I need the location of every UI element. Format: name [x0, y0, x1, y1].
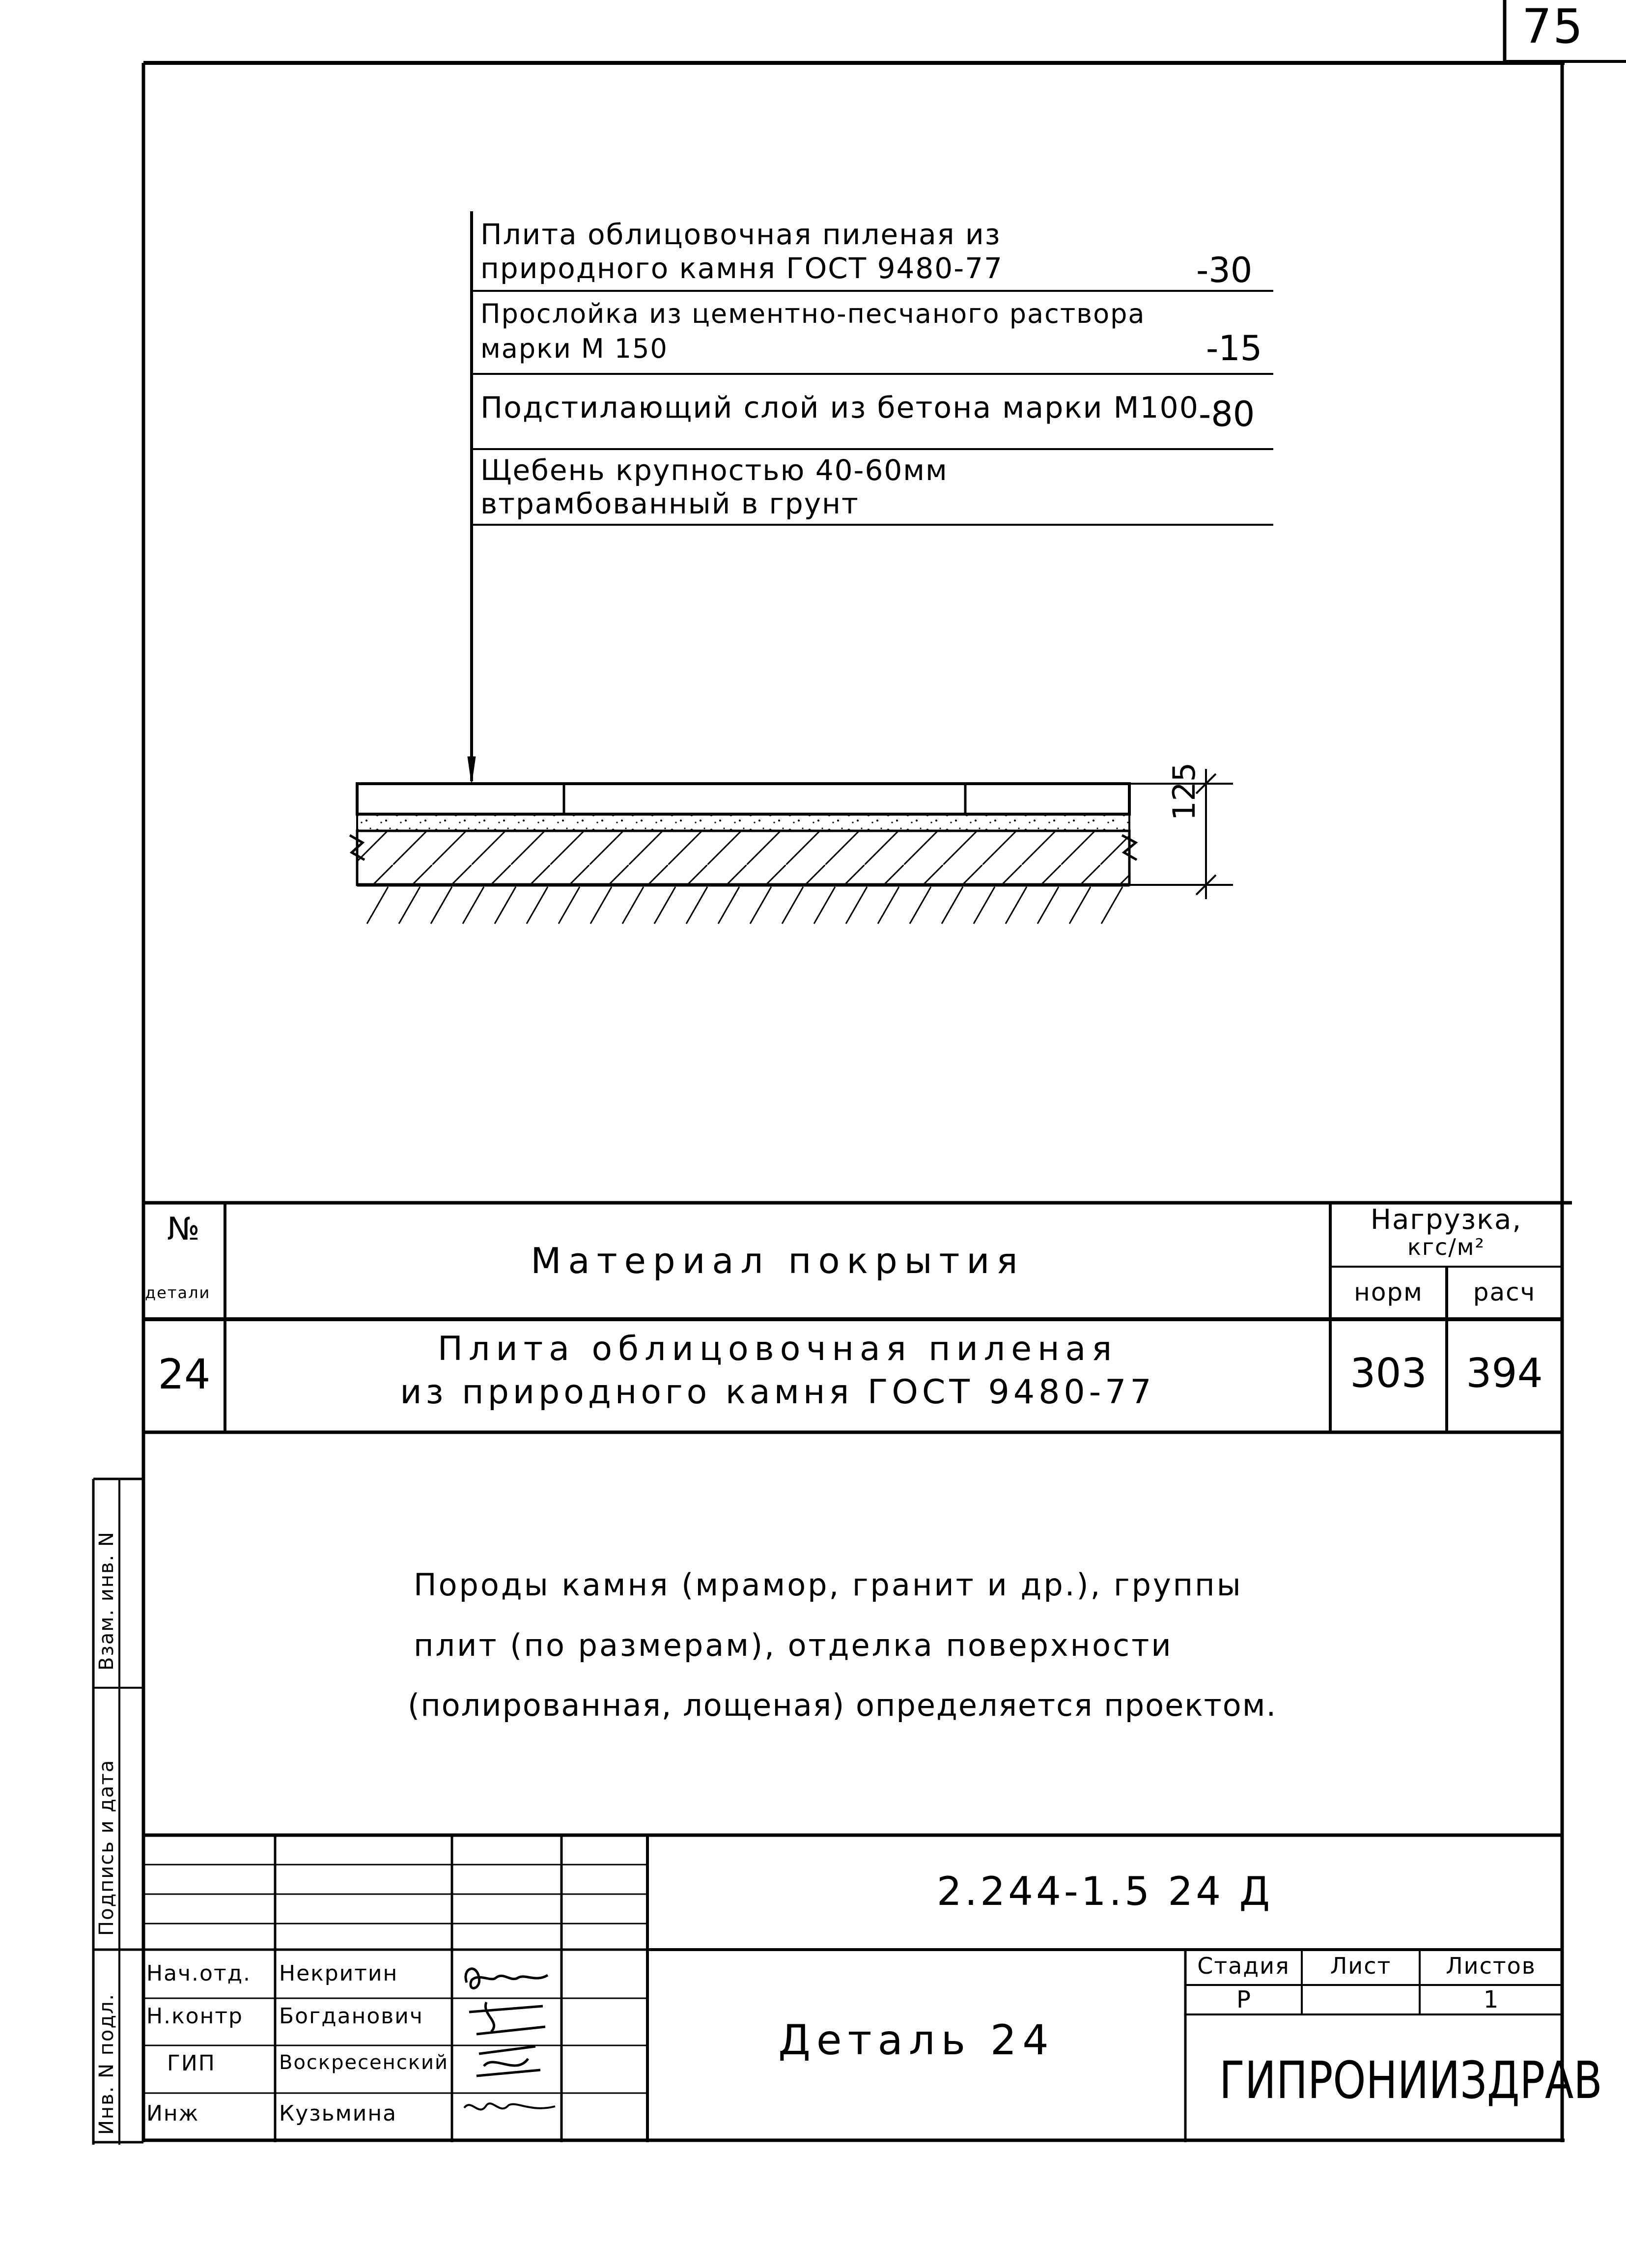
role-3: ГИП: [167, 2051, 216, 2076]
layer-4-line1: Щебень крупностью 40-60мм: [480, 454, 948, 487]
note-line2: плит (по размерам), отделка поверхности: [414, 1627, 1173, 1663]
side-stamp-signature-date: Подпись и дата: [95, 1759, 118, 1936]
layer-4-line2: втрамбованный в грунт: [480, 487, 859, 520]
layer-3-thickness: -80: [1199, 394, 1255, 434]
layer-3-line1: Подстилающий слой из бетона марки М100: [480, 391, 1199, 425]
table-row-material-line2: из природного камня ГОСТ 9480-77: [400, 1373, 1155, 1412]
organization-name: ГИПРОНИИЗДРАВ: [1219, 2050, 1602, 2110]
table-header-norm: норм: [1354, 1278, 1423, 1306]
role-4: Инж: [146, 2101, 199, 2126]
layer-2-line2: марки М 150: [480, 333, 668, 364]
layer-1-line1: Плита облицовочная пиленая из: [480, 218, 1001, 251]
name-1: Некритин: [279, 1961, 398, 1986]
table-header-no: №: [167, 1211, 200, 1247]
section-dimension: 125: [1166, 762, 1202, 821]
floor-section: [350, 769, 1233, 924]
stage-value: Р: [1236, 1986, 1251, 2013]
layer-1-line2: природного камня ГОСТ 9480-77: [480, 252, 1003, 285]
table-row-calc: 394: [1466, 1350, 1543, 1397]
note-line3: (полированная, лощеная) определяется проектом.: [408, 1687, 1277, 1723]
layer-2-thickness: -15: [1206, 328, 1262, 369]
name-4: Кузьмина: [279, 2101, 397, 2126]
sheets-value: 1: [1483, 1986, 1499, 2013]
role-1: Нач.отд.: [146, 1961, 251, 1986]
layer-2-line1: Прослойка из цементно-песчаного раствора: [480, 298, 1146, 329]
table-header-load: Нагрузка,: [1370, 1204, 1522, 1236]
table-header-calc: расч: [1473, 1278, 1536, 1306]
sheet-label: Лист: [1330, 1953, 1392, 1979]
side-stamp-replaced-inv: Взам. инв. N: [95, 1531, 118, 1671]
table-header-no-sub: детали: [145, 1283, 211, 1302]
table-header-load-unit: кгс/м²: [1407, 1234, 1485, 1260]
signatures: [457, 1953, 560, 2140]
table-row-material-line1: Плита облицовочная пиленая: [437, 1330, 1118, 1368]
role-2: Н.контр: [146, 2004, 243, 2029]
name-2: Богданович: [279, 2004, 423, 2029]
stage-label: Стадия: [1197, 1953, 1290, 1979]
table-header-material: Материал покрытия: [531, 1240, 1025, 1281]
sheets-label: Листов: [1446, 1953, 1536, 1979]
table-row-norm: 303: [1350, 1350, 1427, 1397]
note-line1: Породы камня (мрамор, гранит и др.), группы: [414, 1567, 1243, 1603]
name-3: Воскресенский: [279, 2051, 449, 2074]
side-stamp-original-inv: Инв. N подл.: [95, 1993, 118, 2135]
table-row-no: 24: [158, 1350, 211, 1398]
drawing-title: Деталь 24: [778, 2016, 1055, 2064]
layer-1-thickness: -30: [1196, 250, 1253, 290]
doc-code: 2.244-1.5 24 Д: [936, 1869, 1273, 1914]
sheet-number: 75: [1522, 0, 1584, 54]
